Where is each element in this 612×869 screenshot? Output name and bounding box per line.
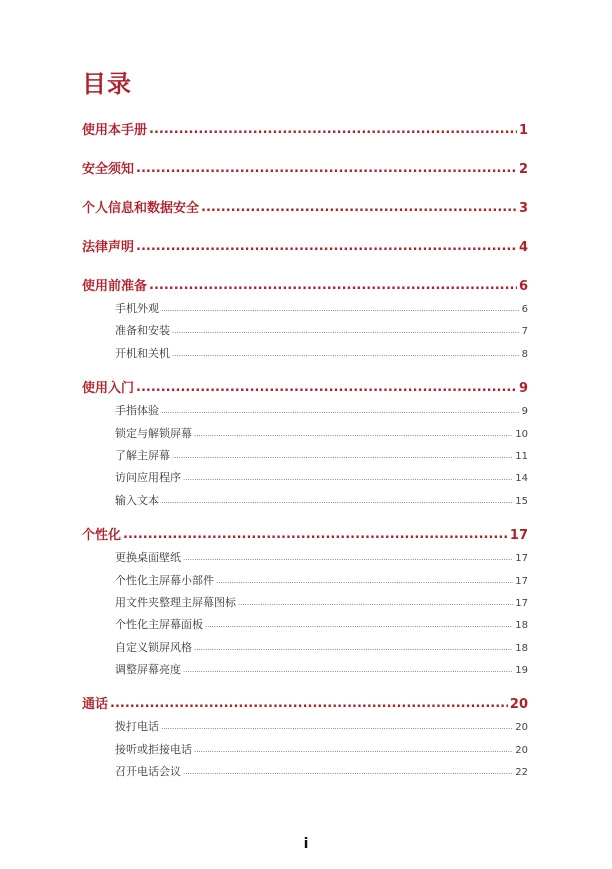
toc-page-number: 11: [515, 450, 528, 462]
toc-section[interactable]: [115, 467, 528, 489]
dot-leader: [161, 716, 513, 738]
toc-page-number: 1: [518, 123, 528, 138]
toc-chapter[interactable]: [82, 120, 528, 142]
dot-leader: [123, 525, 508, 546]
dot-leader: [136, 378, 517, 399]
dot-leader: [194, 423, 513, 445]
dot-leader: [216, 570, 513, 592]
table-of-contents: [82, 120, 528, 784]
dot-leader: [161, 298, 520, 320]
dot-leader: [238, 592, 513, 614]
toc-chapter-title: 法律声明: [82, 240, 135, 255]
toc-section-title: 个性化主屏幕小部件: [115, 573, 214, 587]
toc-section[interactable]: [115, 445, 528, 467]
toc-chapter[interactable]: [82, 276, 528, 298]
toc-section-title: 准备和安装: [115, 324, 170, 338]
toc-chapter-title: 使用本手册: [82, 123, 148, 138]
toc-section-title: 自定义锁屏风格: [115, 640, 192, 654]
toc-section[interactable]: [115, 547, 528, 569]
toc-page-number: 4: [518, 240, 528, 255]
toc-page-number: 8: [521, 348, 528, 360]
toc-page-number: 15: [515, 495, 528, 507]
page-title: 目录: [82, 70, 132, 98]
toc-section-title: 召开电话会议: [115, 765, 181, 779]
toc-page-number: 10: [515, 428, 528, 440]
dot-leader: [172, 445, 513, 467]
toc-section[interactable]: [115, 739, 528, 761]
dot-leader: [194, 739, 513, 761]
toc-page-number: 7: [521, 326, 528, 338]
toc-page-number: 17: [515, 575, 528, 587]
dot-leader: [183, 467, 513, 489]
dot-leader: [201, 198, 517, 219]
toc-section-title: 更换桌面壁纸: [115, 551, 181, 565]
dot-leader: [172, 320, 520, 342]
toc-section-title: 拨打电话: [115, 720, 159, 734]
toc-section[interactable]: [115, 298, 528, 320]
toc-chapter[interactable]: [82, 525, 528, 547]
toc-page-number: 6: [518, 279, 528, 294]
toc-page-number: 3: [518, 201, 528, 216]
dot-leader: [149, 276, 517, 297]
toc-chapter-title: 个人信息和数据安全: [82, 201, 200, 216]
toc-page-number: 17: [515, 553, 528, 565]
dot-leader: [172, 343, 520, 365]
footer-page-number: i: [303, 836, 309, 852]
dot-leader: [161, 400, 520, 422]
toc-section-title: 了解主屏幕: [115, 448, 170, 462]
toc-section[interactable]: [115, 614, 528, 636]
toc-section-title: 调整屏幕亮度: [115, 663, 181, 677]
toc-page-number: 17: [509, 528, 528, 544]
toc-page-number: 17: [515, 597, 528, 609]
toc-section-title: 接听或拒接电话: [115, 742, 192, 756]
toc-page-number: 18: [515, 620, 528, 632]
toc-section[interactable]: [115, 761, 528, 783]
toc-page-number: 19: [515, 665, 528, 677]
toc-chapter[interactable]: [82, 378, 528, 400]
toc-page-number: 6: [521, 304, 528, 315]
dot-leader: [161, 490, 513, 512]
toc-section[interactable]: [115, 343, 528, 365]
toc-chapter-title: 使用入门: [82, 381, 135, 397]
toc-page-number: 20: [515, 744, 528, 756]
toc-chapter[interactable]: [82, 237, 528, 259]
toc-section[interactable]: [115, 637, 528, 659]
toc-section[interactable]: [115, 592, 528, 614]
toc-section-title: 访问应用程序: [115, 471, 181, 485]
toc-chapter[interactable]: [82, 159, 528, 181]
toc-chapter[interactable]: [82, 198, 528, 220]
dot-leader: [183, 659, 513, 681]
toc-page-number: 14: [515, 473, 528, 485]
dot-leader: [183, 761, 513, 783]
toc-chapter-title: 通话: [82, 697, 109, 713]
toc-chapter-title: 安全须知: [82, 162, 135, 177]
toc-page-number: 9: [518, 381, 528, 397]
toc-page-number: 2: [518, 162, 528, 177]
dot-leader: [136, 159, 517, 180]
toc-chapter[interactable]: [82, 694, 528, 716]
toc-section-title: 个性化主屏幕面板: [115, 618, 203, 632]
dot-leader: [110, 694, 508, 715]
toc-section[interactable]: [115, 423, 528, 445]
toc-page-number: 20: [515, 722, 528, 734]
dot-leader: [205, 614, 513, 636]
toc-chapter-title: 个性化: [82, 528, 122, 544]
toc-section-title: 开机和关机: [115, 346, 170, 360]
dot-leader: [183, 547, 513, 569]
toc-section-title: 用文件夹整理主屏幕图标: [115, 595, 236, 609]
toc-page-number: 20: [509, 697, 528, 713]
dot-leader: [194, 637, 513, 659]
toc-section-title: 输入文本: [115, 493, 159, 507]
toc-section[interactable]: [115, 400, 528, 422]
toc-section[interactable]: [115, 320, 528, 342]
toc-section[interactable]: [115, 659, 528, 681]
toc-section[interactable]: [115, 490, 528, 512]
toc-section-title: 手机外观: [115, 302, 159, 315]
toc-page-number: 9: [521, 406, 528, 418]
toc-page-number: 18: [515, 642, 528, 654]
toc-section-title: 锁定与解锁屏幕: [115, 426, 192, 440]
toc-section[interactable]: [115, 570, 528, 592]
dot-leader: [149, 120, 517, 141]
toc-page-number: 22: [515, 767, 528, 779]
toc-section[interactable]: [115, 716, 528, 738]
toc-chapter-title: 使用前准备: [82, 279, 148, 294]
dot-leader: [136, 237, 517, 258]
toc-section-title: 手指体验: [115, 404, 159, 418]
